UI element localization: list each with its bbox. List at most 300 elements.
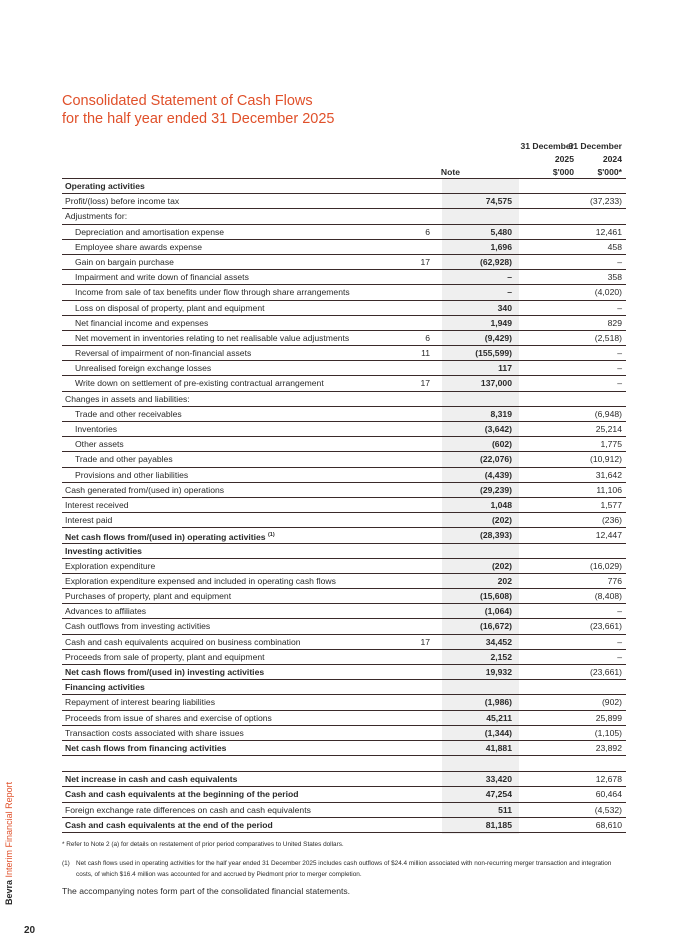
table-row [62, 695, 626, 710]
row-label [65, 604, 146, 619]
col-2024-unit: $'000* [597, 167, 622, 177]
col-2024-year: 2024 [602, 154, 622, 164]
value-2025 [485, 695, 512, 710]
table-row [62, 680, 626, 695]
value-2025 [486, 741, 512, 756]
value-2024 [608, 316, 622, 331]
row-label-text: Write down on settlement of pre-existing contractual arrangement [75, 378, 324, 389]
table-row [62, 209, 626, 224]
row-label [75, 361, 211, 376]
value-2025 [485, 422, 512, 437]
row-label [65, 194, 179, 209]
table-spacer [62, 756, 626, 772]
value-2024-text: (8,408) [594, 591, 622, 602]
value-2024 [596, 818, 622, 833]
value-2024 [617, 604, 622, 619]
value-2025-text: 19,932 [485, 667, 512, 677]
value-2025 [481, 376, 512, 391]
value-2024 [617, 361, 622, 376]
value-2025 [492, 513, 512, 528]
table-row [62, 818, 626, 833]
value-2025-text: 202 [497, 575, 512, 586]
row-label [65, 179, 145, 194]
value-2024 [600, 437, 622, 452]
row-note [420, 635, 430, 650]
value-2025-text: (28,393) [479, 530, 512, 541]
table-row [62, 346, 626, 361]
value-2025 [486, 818, 512, 833]
value-2025 [485, 726, 512, 741]
table-row [62, 240, 626, 255]
value-2025 [480, 255, 512, 270]
col-2024-date: 31 December [568, 141, 622, 151]
row-label [75, 255, 174, 270]
value-2025-text: 45,211 [486, 712, 512, 723]
row-label-text: Cash generated from/(used in) operations [65, 484, 225, 495]
value-2025 [492, 437, 512, 452]
table-row [62, 574, 626, 589]
value-2025-text: 1,048 [490, 499, 512, 510]
table-row [62, 422, 626, 437]
table-row [62, 316, 626, 331]
row-label [75, 331, 349, 346]
report-sidebar-label [4, 705, 14, 905]
value-2024-text: 12,447 [595, 530, 622, 541]
value-2024-text: – [617, 378, 622, 389]
table-row [62, 803, 626, 818]
row-label-text: Cash and cash equivalents acquired on business combination [65, 636, 301, 647]
value-2025 [485, 604, 512, 619]
row-label [65, 544, 142, 559]
value-2025-text: 74,575 [485, 196, 512, 207]
row-label [75, 270, 249, 285]
note-header: Note [440, 167, 460, 177]
value-2025-text: 1,696 [490, 241, 512, 252]
value-2024 [595, 589, 622, 604]
value-2024 [617, 635, 622, 650]
value-2025-text: (1,064) [484, 606, 512, 617]
row-label-text: Interest paid [65, 515, 113, 526]
value-2025-text: 1,949 [490, 317, 512, 328]
value-2025-text: 41,881 [485, 742, 512, 753]
footnote-1-text: Net cash flows used in operating activities for the half year ended 31 December 2025 includes cash outflows of $24.4 million associated with non-recurring merger transaction and integration costs, of which $16.4 million was accounted for and accrued by Piedmont prior to merger completion. [76, 860, 612, 878]
value-2025 [480, 589, 512, 604]
row-label-text: Other assets [75, 439, 124, 450]
value-2024 [602, 513, 622, 528]
value-2024-text: 23,892 [595, 742, 622, 753]
value-2025-text: (202) [491, 560, 512, 571]
row-note-text: 17 [420, 636, 430, 647]
footnote-reference: (1) [267, 532, 275, 539]
row-note [421, 346, 430, 361]
row-label-text: Repayment of interest bearing liabilities [65, 697, 215, 708]
value-2025-text: (4,439) [484, 469, 512, 480]
table-row [62, 544, 626, 559]
value-2025 [507, 285, 512, 300]
row-label [65, 528, 275, 544]
value-2025-text: 33,420 [485, 774, 512, 785]
row-label-text: Adjustments for: [65, 211, 128, 222]
row-label [65, 680, 145, 695]
table-row [62, 270, 626, 285]
value-2025 [486, 194, 512, 209]
value-2025 [490, 240, 512, 255]
table-row [62, 665, 626, 680]
table-row [62, 498, 626, 513]
value-2025-text: 34,452 [485, 636, 512, 647]
row-label-text: Trade and other payables [75, 454, 173, 465]
value-2024 [590, 452, 622, 467]
row-label [75, 437, 124, 452]
value-2025 [490, 407, 512, 422]
cash-flow-table [62, 179, 626, 833]
value-2024-text: – [617, 348, 622, 359]
col-2024-header [512, 140, 622, 179]
row-label-text: Net cash flows from financing activities [65, 742, 227, 753]
value-2024-text: 829 [607, 317, 622, 328]
value-2025 [490, 650, 512, 665]
row-label-text: Net increase in cash and cash equivalents [65, 774, 238, 785]
table-row [62, 179, 626, 194]
value-2024-text: – [617, 651, 622, 662]
row-label [65, 574, 336, 589]
table-row [62, 650, 626, 665]
value-2024-text: 1,577 [600, 499, 622, 510]
value-2024-text: 31,642 [595, 469, 622, 480]
row-note [425, 225, 430, 240]
row-label-text: Trade and other receivables [75, 408, 182, 419]
row-label-text: Net financial income and expenses [75, 317, 209, 328]
table-row [62, 619, 626, 634]
value-2025 [490, 498, 512, 513]
row-label-text: Reversal of impairment of non-financial assets [75, 348, 252, 359]
value-2024-text: (236) [601, 515, 622, 526]
table-row [62, 452, 626, 467]
table-row [62, 528, 626, 543]
value-2025 [490, 316, 512, 331]
table-row [62, 513, 626, 528]
page-title [62, 92, 334, 128]
value-2025 [492, 559, 512, 574]
value-2025-text: (29,239) [479, 484, 512, 495]
row-label [65, 772, 237, 787]
table-row [62, 376, 626, 391]
value-2024 [600, 498, 622, 513]
value-2025-text: (155,599) [475, 348, 512, 359]
row-label [75, 422, 117, 437]
table-row [62, 772, 626, 787]
value-2025-text: 5,480 [490, 226, 512, 237]
value-2025 [507, 270, 512, 285]
row-label [65, 711, 272, 726]
row-label [75, 301, 265, 316]
value-2024 [595, 285, 622, 300]
row-label-text: Profit/(loss) before income tax [65, 196, 180, 207]
row-note-text: 11 [421, 348, 430, 359]
row-note [420, 255, 430, 270]
accompanying-notes: The accompanying notes form part of the consolidated financial statements. [62, 886, 351, 896]
row-label [75, 452, 173, 467]
value-2025 [498, 574, 512, 589]
value-2024 [590, 194, 622, 209]
value-2024 [617, 650, 622, 665]
row-label [75, 376, 324, 391]
value-2024 [590, 619, 622, 634]
row-note [420, 376, 430, 391]
value-2025-text: 8,319 [490, 408, 512, 419]
value-2024 [608, 240, 622, 255]
table-row [62, 559, 626, 574]
col-2025-year: 2025 [554, 154, 574, 164]
row-label-text: Exploration expenditure [65, 560, 156, 571]
col-2025-date: 31 December [520, 141, 574, 151]
table-row [62, 635, 626, 650]
row-label [65, 741, 226, 756]
value-2024-text: (902) [601, 697, 622, 708]
row-label-text: Investing activities [65, 545, 142, 556]
value-2025 [498, 803, 512, 818]
row-label-text: Employee share awards expense [75, 241, 203, 252]
value-2025-text: – [507, 287, 512, 298]
table-row [62, 331, 626, 346]
table-row [62, 483, 626, 498]
row-label-text: Cash and cash equivalents at the end of the period [65, 819, 273, 830]
value-2024-text: (4,532) [594, 804, 622, 815]
table-row [62, 711, 626, 726]
value-2025-text: (1,986) [484, 697, 512, 708]
row-label-text: Cash outflows from investing activities [65, 621, 211, 632]
row-label-text: Transaction costs associated with share issues [65, 727, 244, 738]
row-label-text: Loss on disposal of property, plant and equipment [75, 302, 265, 313]
value-2024 [595, 803, 622, 818]
col-2025-unit: $'000 [552, 167, 574, 177]
row-label-text: Provisions and other liabilities [75, 469, 189, 480]
row-label-text: Purchases of property, plant and equipment [65, 591, 232, 602]
value-2025-text: 81,185 [485, 819, 512, 830]
table-row [62, 741, 626, 756]
value-2024-text: (4,020) [594, 287, 622, 298]
value-2025 [490, 225, 512, 240]
value-2024 [596, 741, 622, 756]
value-2025 [485, 331, 512, 346]
table-row [62, 787, 626, 802]
value-2024-text: 12,461 [595, 226, 622, 237]
value-2025-text: 2,152 [490, 651, 512, 662]
row-label [65, 803, 311, 818]
footnote-1 [62, 858, 622, 880]
value-2025-text: (9,429) [484, 332, 512, 343]
value-2024 [617, 255, 622, 270]
row-label [75, 225, 224, 240]
row-label-text: Net movement in inventories relating to net realisable value adjustments [75, 332, 350, 343]
row-label [65, 787, 299, 802]
value-2025 [486, 665, 512, 680]
row-label-text: Financing activities [65, 682, 145, 693]
row-label-text: Net cash flows from/(used in) investing activities [65, 667, 265, 677]
value-2024 [596, 787, 622, 802]
value-2025-text: (3,642) [484, 424, 512, 434]
report-name: Interim Financial Report [4, 781, 14, 878]
table-row [62, 361, 626, 376]
value-2025-text: 511 [498, 804, 512, 815]
value-2024-text: – [617, 606, 622, 617]
value-2024-text: 776 [607, 575, 622, 586]
row-note-text: 6 [425, 226, 430, 237]
row-note-text: 6 [425, 332, 430, 343]
value-2024 [595, 331, 622, 346]
value-2025-text: 137,000 [480, 378, 512, 389]
table-row [62, 604, 626, 619]
row-label-text: Operating activities [65, 181, 145, 191]
value-2025 [475, 346, 512, 361]
row-label-text: Income from sale of tax benefits under flow through share arrangements [75, 287, 350, 298]
row-label [65, 559, 155, 574]
value-2025-text: 47,254 [485, 789, 512, 800]
value-2025 [486, 772, 512, 787]
row-label-text: Net cash flows from/(used in) operating activities [65, 532, 266, 543]
value-2025 [486, 635, 512, 650]
value-2024-text: – [617, 636, 622, 647]
value-2024 [608, 574, 622, 589]
value-2024-text: – [617, 302, 622, 313]
brand-name: Bevra [4, 879, 14, 905]
value-2025-text: (602) [491, 439, 512, 450]
row-label [65, 619, 210, 634]
table-row [62, 194, 626, 209]
value-2024-text: (16,029) [589, 560, 622, 571]
value-2025 [498, 301, 512, 316]
value-2024 [602, 695, 622, 710]
table-row [62, 407, 626, 422]
row-note-text: 17 [420, 256, 430, 267]
row-label-text: Gain on bargain purchase [75, 256, 174, 267]
value-2024 [596, 711, 622, 726]
value-2024-text: (2,518) [594, 332, 622, 343]
value-2024-text: (37,233) [589, 196, 622, 207]
title-line-1: Consolidated Statement of Cash Flows [62, 93, 313, 109]
value-2025 [485, 468, 512, 483]
row-label-text: Unrealised foreign exchange losses [75, 363, 212, 374]
value-2024 [596, 483, 622, 498]
table-row [62, 468, 626, 483]
value-2025-text: (16,672) [479, 621, 512, 632]
row-label [75, 346, 251, 361]
row-label [75, 285, 350, 300]
value-2025 [480, 452, 512, 467]
value-2025 [498, 361, 512, 376]
row-label-text: Exploration expenditure expensed and included in operating cash flows [65, 575, 336, 586]
value-2024 [595, 726, 622, 741]
value-2025-text: (202) [491, 515, 512, 526]
row-label [75, 468, 188, 483]
value-2025 [480, 483, 512, 498]
row-label-text: Proceeds from sale of property, plant and equipment [65, 651, 265, 662]
value-2024 [596, 468, 622, 483]
value-2025-text: (62,928) [479, 256, 512, 267]
value-2024-text: (23,661) [589, 667, 622, 677]
value-2024 [617, 301, 622, 316]
value-2025-text: (1,344) [484, 727, 512, 738]
table-row [62, 301, 626, 316]
value-2024-text: 12,678 [595, 774, 622, 785]
row-label [65, 726, 244, 741]
title-line-2: for the half year ended 31 December 2025 [62, 111, 335, 127]
value-2024-text: – [617, 363, 622, 374]
row-label [75, 407, 182, 422]
row-note-text: 17 [420, 378, 430, 389]
row-label-text: Advances to affiliates [65, 606, 147, 617]
footnote-star: * Refer to Note 2 (a) for details on restatement of prior period comparatives to United States dollars. [62, 841, 344, 848]
row-label-text: Changes in assets and liabilities: [65, 393, 190, 404]
value-2024-text: (1,105) [594, 727, 622, 738]
row-label-text: Proceeds from issue of shares and exercise of options [65, 712, 272, 723]
value-2024-text: 25,214 [595, 424, 622, 434]
value-2024-text: – [617, 256, 622, 267]
value-2025-text: 117 [498, 363, 512, 374]
value-2024 [596, 422, 622, 437]
table-row [62, 437, 626, 452]
page-number: 20 [24, 925, 36, 936]
value-2024 [595, 407, 622, 422]
row-label-text: Foreign exchange rate differences on cash and cash equivalents [65, 804, 311, 815]
row-label [65, 650, 265, 665]
table-header [62, 140, 626, 179]
table-row [62, 726, 626, 741]
value-2024 [590, 665, 622, 680]
value-2024-text: (10,912) [589, 454, 622, 465]
value-2024-text: 68,610 [595, 819, 622, 830]
table-row [62, 255, 626, 270]
value-2025-text: (15,608) [479, 591, 512, 602]
value-2025 [486, 711, 512, 726]
value-2024 [617, 376, 622, 391]
value-2024-text: 1,775 [600, 439, 622, 450]
value-2024 [617, 346, 622, 361]
value-2024-text: 458 [607, 241, 622, 252]
value-2024-text: (23,661) [589, 621, 622, 632]
value-2025 [480, 619, 512, 634]
row-label-text: Inventories [75, 424, 118, 434]
value-2024-text: 358 [607, 272, 622, 283]
row-label-text: Cash and cash equivalents at the beginning of the period [65, 789, 299, 800]
value-2025 [480, 528, 512, 543]
row-label [65, 695, 215, 710]
row-label-text: Impairment and write down of financial assets [75, 272, 249, 283]
footnote-1-marker: (1) [62, 860, 70, 867]
value-2024-text: 25,899 [595, 712, 622, 723]
value-2024 [596, 772, 622, 787]
row-label [65, 818, 273, 833]
row-label-text: Depreciation and amortisation expense [75, 226, 225, 237]
row-label [65, 483, 224, 498]
row-label [65, 498, 129, 513]
table-row [62, 285, 626, 300]
value-2024-text: 11,106 [596, 484, 622, 495]
row-label [65, 209, 127, 224]
table-row [62, 589, 626, 604]
value-2025-text: – [507, 272, 512, 283]
row-label [75, 240, 202, 255]
row-label [65, 589, 231, 604]
value-2024 [596, 225, 622, 240]
table-row [62, 225, 626, 240]
table-row [62, 392, 626, 407]
value-2024 [608, 270, 622, 285]
value-2024-text: (6,948) [594, 408, 622, 419]
row-label [65, 635, 301, 650]
row-label [65, 665, 264, 680]
value-2024 [596, 528, 622, 543]
